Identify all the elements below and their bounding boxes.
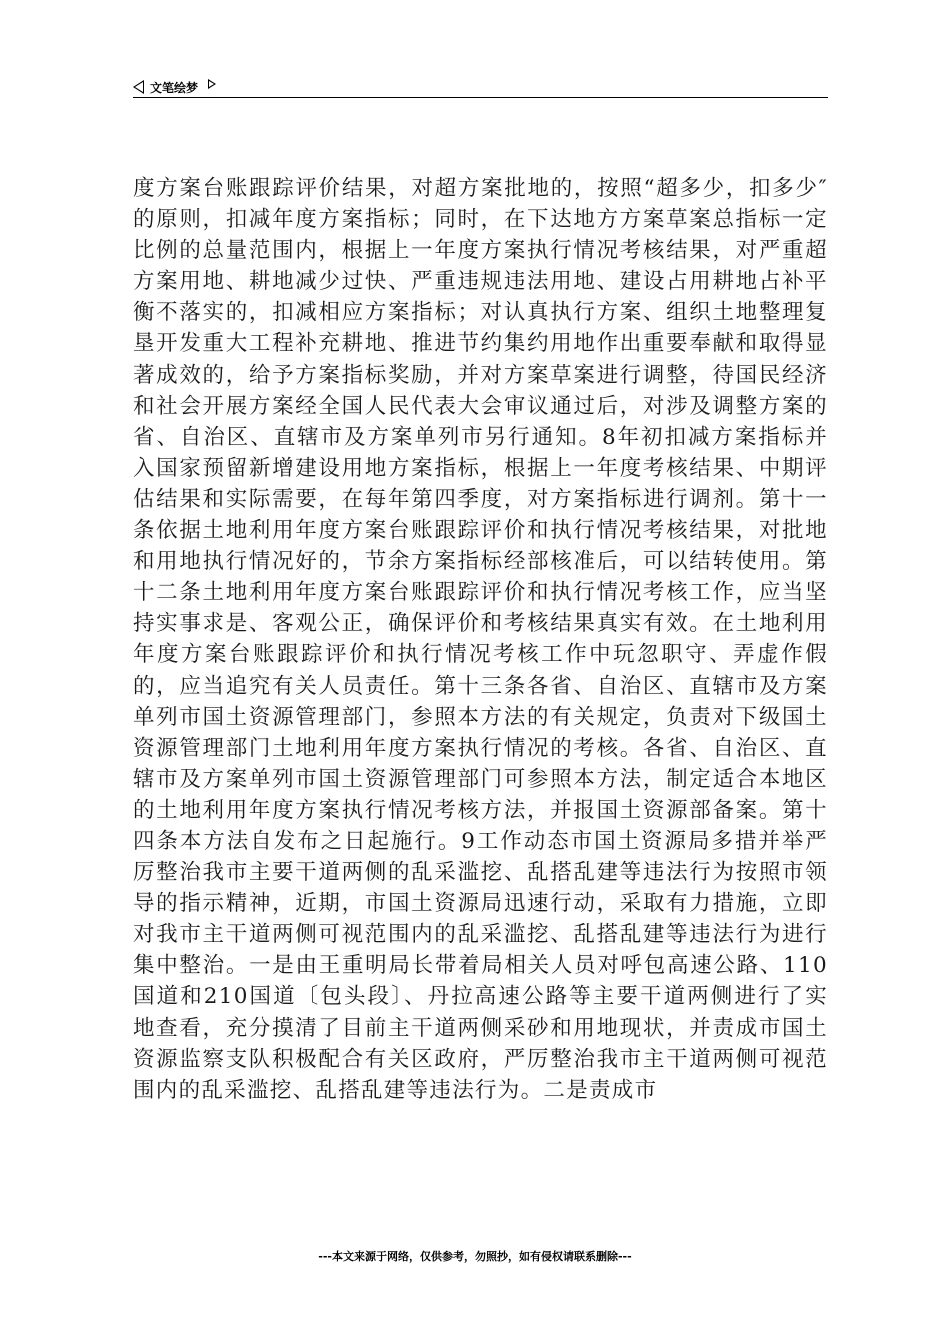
footer-disclaimer: ---本文来源于网络，仅供参考，勿照抄，如有侵权请联系删除--- [318,1250,632,1263]
page-header [133,76,828,98]
header-divider [133,97,828,98]
header-title: 文笔绘梦 [150,80,199,95]
right-triangle-icon [208,79,216,89]
left-triangle-icon [133,80,144,94]
body-paragraph: 度方案台账跟踪评价结果，对超方案批地的，按照“超多少，扣多少″的原则，扣减年度方案指标；同时，在下达地方方案草案总指标一定比例的总量范围内，根据上一年度方案执行情况考核结果，对严重超方案用地、耕地减少过快、严重违规违法用地、建设占用耕地占补平衡不落实的，扣减相应方案指标；对认真执行方案、组织土地整理复垦开发重大工程补充耕地、推进节约集约用地作出重要奉献和取得显著成效的，给予方案指标奖励，并对方案草案进行调整，待国民经济和社会开展方案经全国人民代表大会审议通过后，对涉及调整方案的省、自治区、直辖市及方案单列市另行通知。8年初扣减方案指标并入国家预留新增建设用地方案指标，根据上一年度考核结果、中期评估结果和实际需要，在每年第四季度，对方案指标进行调剂。第十一条依据土地利用年度方案台账跟踪评价和执行情况考核结果，对批地和用地执行情况好的，节余方案指标经部核准后，可以结转使用。第十二条土地利用年度方案台账跟踪评价和执行情况考核工作，应当坚持实事求是、客观公正，确保评价和考核结果真实有效。在土地利用年度方案台账跟踪评价和执行情况考核工作中玩忽职守、弄虚作假的，应当追究有关人员责任。第十三条各省、自治区、直辖市及方案单列市国土资源管理部门，参照本方法的有关规定，负责对下级国土资源管理部门土地利用年度方案执行情况的考核。各省、自治区、直辖市及方案单列市国土资源管理部门可参照本方法，制定适合本地区的土地利用年度方案执行情况考核方法，并报国土资源部备案。第十四条本方法自发布之日起施行。9工作动态市国土资源局多措并举严厉整治我市主要干道两侧的乱采滥挖、乱搭乱建等违法行为按照市领导的指示精神，近期，市国土资源局迅速行动，采取有力措施，立即对我市主干道两侧可视范围内的乱采滥挖、乱搭乱建等违法行为进行集中整治。一是由王重明局长带着局相关人员对呼包高速公路、110国道和210国道〔包头段〕、丹拉高速公路等主要干道两侧进行了实地查看，充分摸清了目前主干道两侧采砂和用地现状，并责成市国土资源监察支队积极配合有关区政府，严厉整治我市主干道两侧可视范围内的乱采滥挖、乱搭乱建等违法行为。二是责成市 [133,176,828,1103]
